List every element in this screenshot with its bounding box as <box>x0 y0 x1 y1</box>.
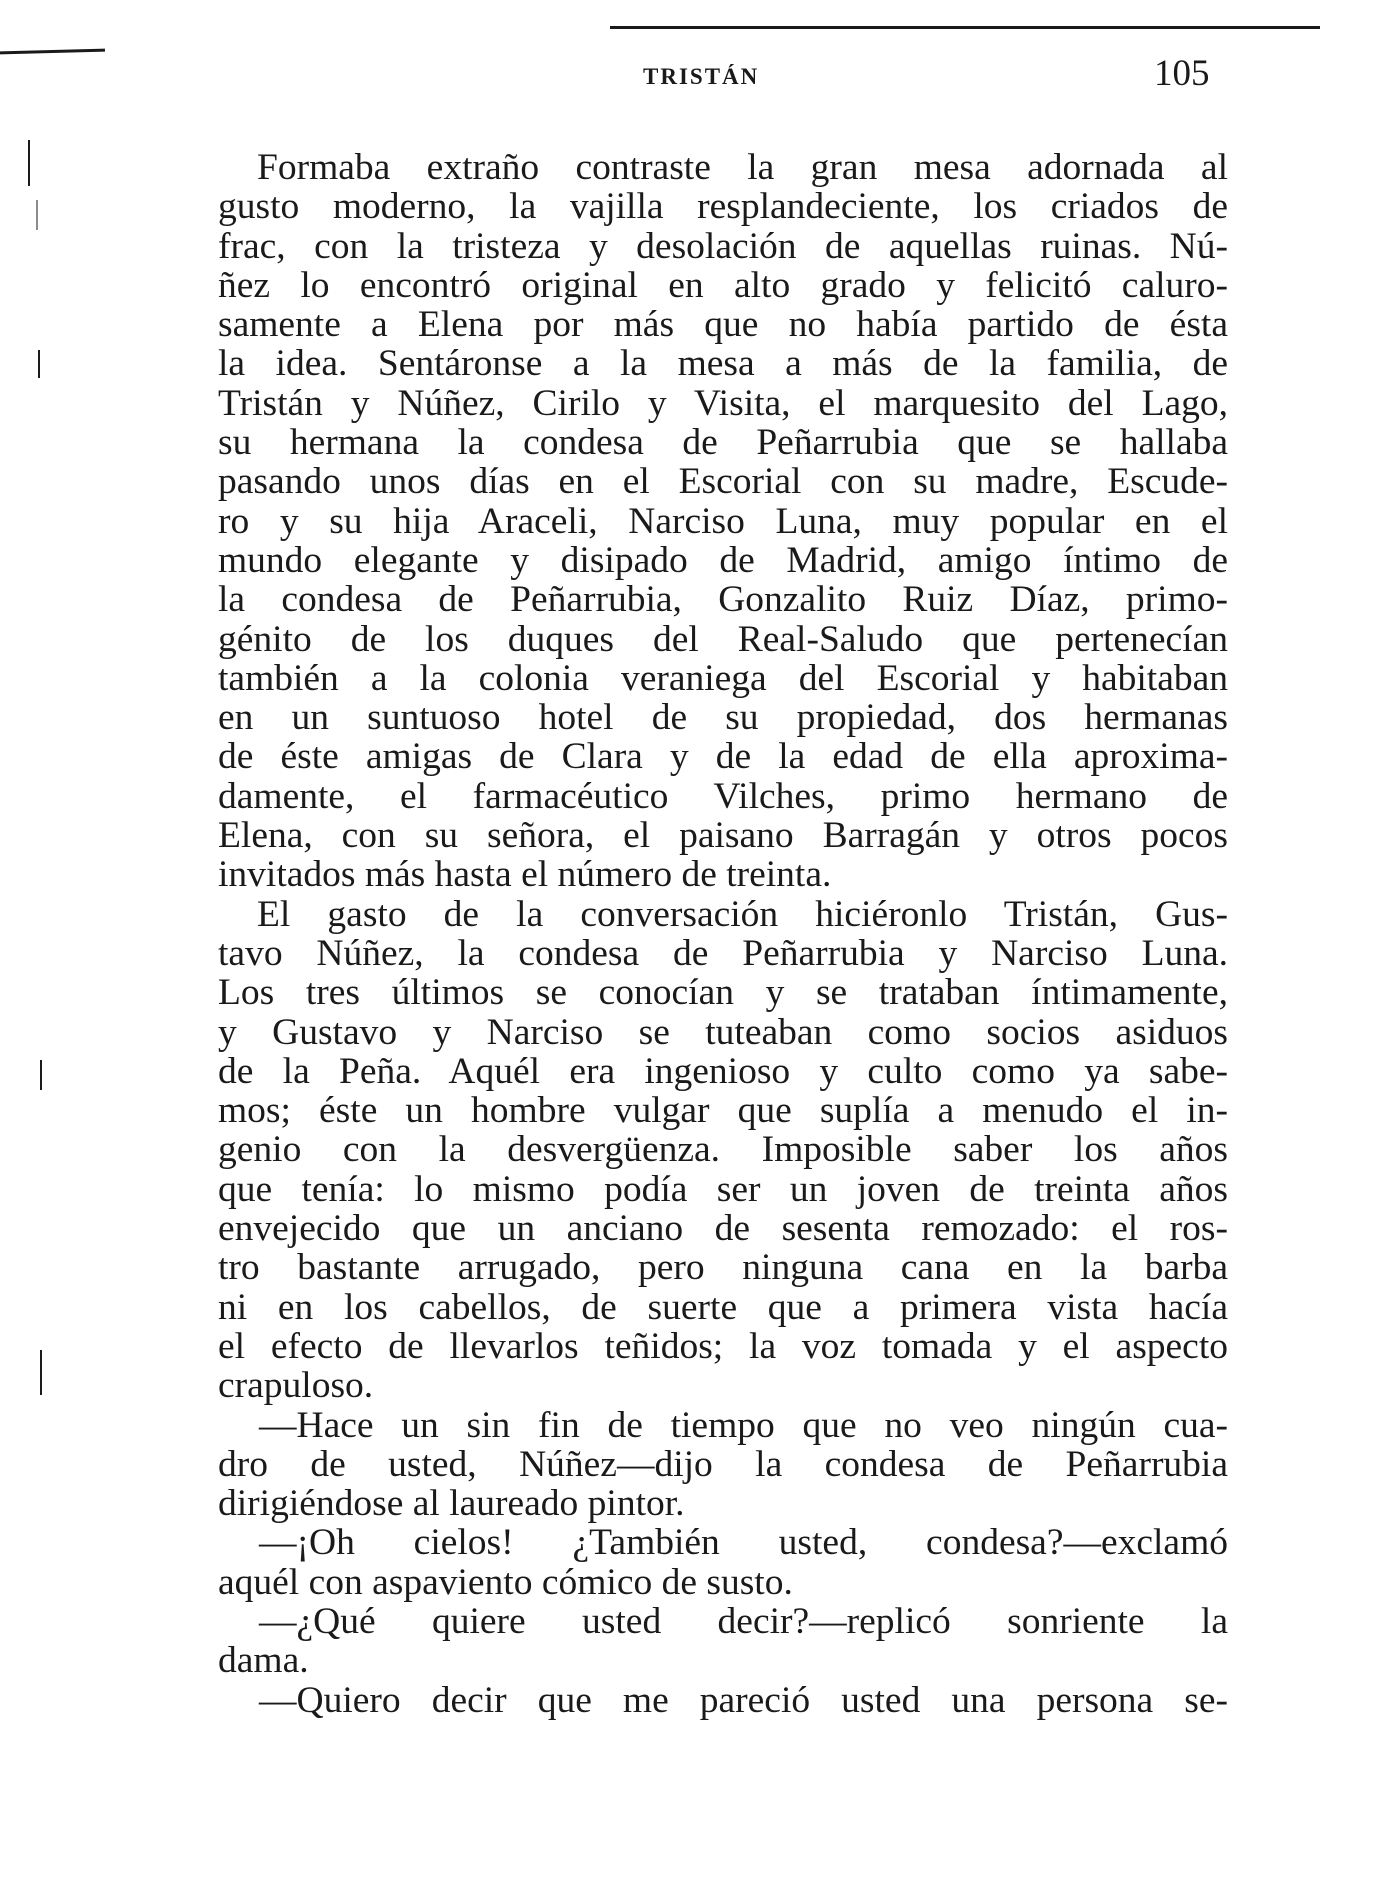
text-line: samente a Elena por más que no había partido de ésta <box>218 304 1228 346</box>
header-rule <box>610 26 1320 29</box>
text-line: mos; éste un hombre vulgar que suplía a menudo el in- <box>218 1090 1228 1132</box>
text-line: genio con la desvergüenza. Imposible saber los años <box>218 1129 1228 1171</box>
scan-speck <box>40 1060 42 1090</box>
running-head: TRISTÁN <box>643 64 760 89</box>
text-line: su hermana la condesa de Peñarrubia que se hallaba <box>218 422 1228 464</box>
text-line: en un suntuoso hotel de su propiedad, dos hermanas <box>218 697 1228 739</box>
text-line: el efecto de llevarlos teñidos; la voz tomada y el aspecto <box>218 1325 1228 1367</box>
text-line: que tenía: lo mismo podía ser un joven de treinta años <box>218 1168 1228 1210</box>
text-line: damente, el farmacéutico Vilches, primo hermano de <box>218 775 1228 817</box>
text-line: dro de usted, Núñez—dijo la condesa de Peñarrubia <box>218 1443 1228 1485</box>
scan-speck <box>38 350 40 378</box>
text-line: dirigiéndose al laureado pintor. <box>218 1483 685 1525</box>
text-line: mundo elegante y disipado de Madrid, amigo íntimo de <box>218 539 1228 581</box>
text-line: tro bastante arrugado, pero ninguna cana en la barba <box>218 1247 1228 1289</box>
text-line: también a la colonia veraniega del Escorial y habitaban <box>218 657 1228 699</box>
page-number: 105 <box>1154 53 1210 94</box>
text-line: Elena, con su señora, el paisano Barragán y otros pocos <box>218 815 1228 857</box>
text-line: ni en los cabellos, de suerte que a primera vista hacía <box>218 1286 1228 1328</box>
text-line: —¡Oh cielos! ¿También usted, condesa?—exclamó <box>259 1522 1228 1564</box>
text-line: la idea. Sentáronse a la mesa a más de la familia, de <box>218 343 1228 385</box>
text-line: invitados más hasta el número de treinta. <box>218 854 832 896</box>
scan-speck <box>28 140 30 186</box>
text-line: y Gustavo y Narciso se tuteaban como socios asiduos <box>218 1011 1228 1053</box>
text-line: aquél con aspaviento cómico de susto. <box>218 1561 793 1603</box>
text-line: dama. <box>218 1640 309 1682</box>
scan-speck <box>36 200 38 230</box>
text-line: —¿Qué quiere usted decir?—replicó sonriente la <box>259 1600 1228 1642</box>
scan-speck <box>40 1350 42 1395</box>
text-line: Tristán y Núñez, Cirilo y Visita, el marquesito del Lago, <box>218 382 1228 424</box>
text-line: de la Peña. Aquél era ingenioso y culto como ya sabe- <box>218 1050 1228 1092</box>
text-line: ro y su hija Araceli, Narciso Luna, muy popular en el <box>218 500 1228 542</box>
text-line: Los tres últimos se conocían y se trataban íntimamente, <box>218 972 1228 1014</box>
text-line: de éste amigas de Clara y de la edad de ella aproxima- <box>218 736 1228 778</box>
text-line: crapuloso. <box>218 1365 374 1407</box>
text-line: génito de los duques del Real-Saludo que pertenecían <box>218 618 1228 660</box>
margin-mark <box>0 49 105 55</box>
text-line: la condesa de Peñarrubia, Gonzalito Ruiz Díaz, primo- <box>218 579 1228 621</box>
text-line: envejecido que un anciano de sesenta remozado: el ros- <box>218 1208 1228 1250</box>
body-text <box>218 148 1228 1720</box>
text-line: tavo Núñez, la condesa de Peñarrubia y Narciso Luna. <box>218 932 1228 974</box>
text-line: —Hace un sin fin de tiempo que no veo ningún cua- <box>259 1404 1228 1446</box>
text-line: pasando unos días en el Escorial con su madre, Escude- <box>218 461 1228 503</box>
text-line: frac, con la tristeza y desolación de aquellas ruinas. Nú- <box>218 225 1228 267</box>
text-line: ñez lo encontró original en alto grado y felicitó caluro- <box>218 264 1228 306</box>
text-line: —Quiero decir que me pareció usted una persona se- <box>259 1679 1228 1721</box>
text-line: Formaba extraño contraste la gran mesa adornada al <box>257 147 1228 188</box>
text-line: El gasto de la conversación hiciéronlo Tristán, Gus- <box>257 893 1228 935</box>
text-line: gusto moderno, la vajilla resplandeciente, los criados de <box>218 186 1228 228</box>
